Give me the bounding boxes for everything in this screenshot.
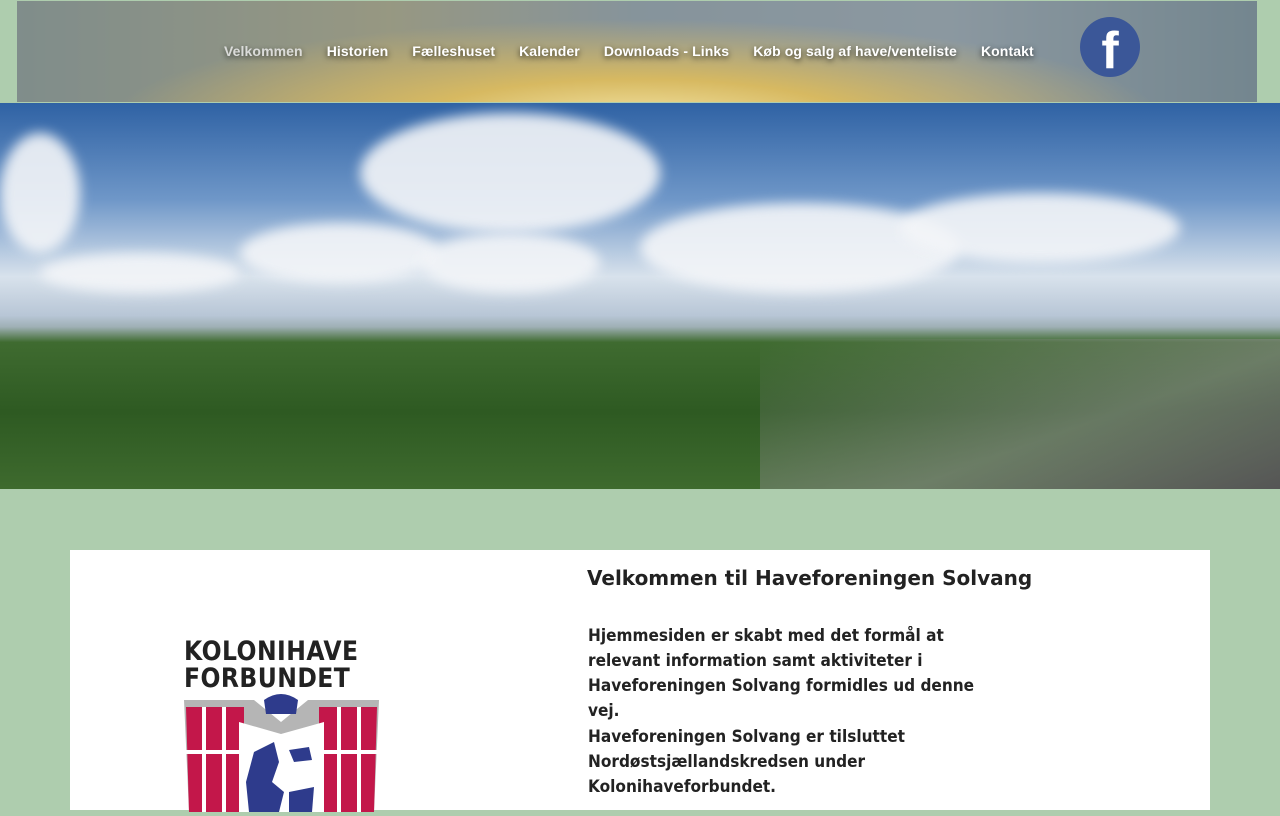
nav-kontakt[interactable]: Kontakt: [980, 43, 1034, 59]
logo-shield-icon: [184, 692, 379, 812]
logo-line2: FORBUNDET: [184, 663, 351, 694]
membership-paragraph: Haveforeningen Solvang er tilsluttet Nordøstsjællandskredsen under Kolonihaveforbundet.: [588, 727, 905, 796]
allotment-buildings: [760, 339, 1280, 489]
nav-faelleshuset[interactable]: Fælleshuset: [412, 43, 496, 59]
nav-kalender[interactable]: Kalender: [519, 43, 580, 59]
nav-koeb-og-salg[interactable]: Køb og salg af have/venteliste: [753, 43, 957, 59]
nav-downloads-links[interactable]: Downloads - Links: [603, 43, 730, 59]
page-title: Velkommen til Haveforeningen Solvang: [587, 566, 1033, 590]
nav-velkommen[interactable]: Velkommen: [224, 43, 303, 59]
hero-aerial-image: [0, 103, 1280, 489]
header-banner: [17, 1, 1257, 102]
facebook-icon[interactable]: f: [1080, 17, 1140, 77]
nav-historien[interactable]: Historien: [326, 43, 389, 59]
main-nav: [224, 43, 1034, 59]
logo-line1: KOLONIHAVE: [184, 636, 359, 667]
kolonihaveforbundet-logo: [184, 638, 379, 816]
content-card: [70, 550, 1210, 810]
intro-paragraph: Hjemmesiden er skabt med det formål at relevant information samt aktiviteter i Haveforeningen Solvang formidles ud denne vej.: [588, 626, 975, 720]
